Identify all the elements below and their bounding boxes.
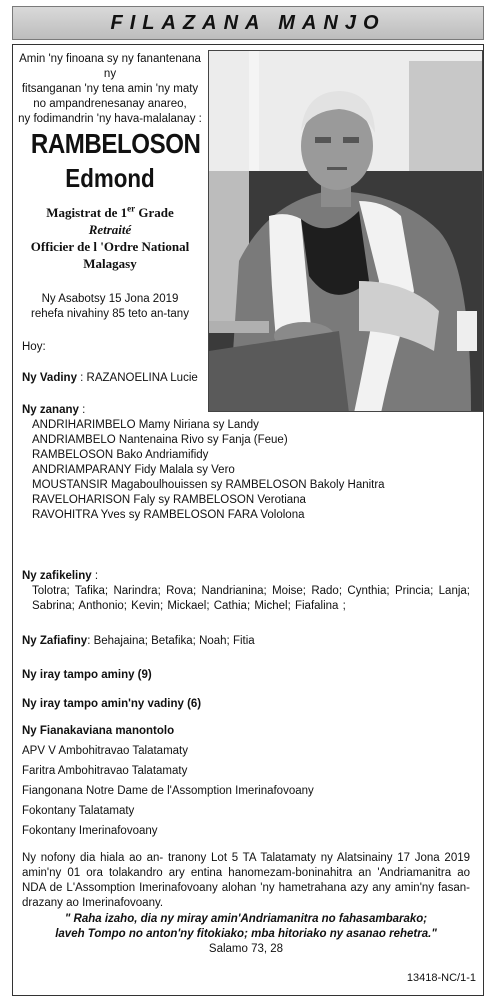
grandchildren-section: Ny zafikeliny : Tolotra; Tafika; Narindra; Rova; Nandrianina; Moise; Rado; Cynthia; Princia; Lanja; Sabrina; Anthonio; Kevin; Mickael; Cathia; Michel; Fiafalina ;	[22, 570, 470, 612]
institutions-label: Ny Fianakaviana manontolo	[22, 725, 175, 737]
deceased-titles	[18, 204, 202, 272]
portrait-image	[209, 51, 483, 412]
widow-value: : RAZANOELINA Lucie	[76, 372, 198, 384]
intro-line: ny fodimandrin 'ny hava-malalanay :	[18, 113, 202, 125]
title-malagasy: Malagasy	[83, 256, 137, 271]
reference-code: 13418-NC/1-1	[406, 972, 476, 984]
title-magistrat: Magistrat de 1er Grade	[46, 203, 174, 220]
grandchildren-list: Tolotra; Tafika; Narindra; Rova; Nandrianina; Moise; Rado; Cynthia; Princia; Lanja; Sabrina; Anthonio; Kevin; Mickael; Cathia; Michel; Fiafalina ;	[32, 585, 470, 612]
child-item: RAVOHITRA Yves sy RAMBELOSON FARA Vololona	[32, 509, 305, 521]
children-label: Ny zanany	[22, 404, 79, 416]
bible-quote	[22, 912, 470, 957]
institution-item: Fokontany Imerinafovoany	[22, 825, 158, 837]
institutions-section	[22, 724, 314, 844]
death-age: rehefa nivahiny 85 teto an-tany	[31, 308, 189, 320]
child-item: ANDRIHARIMBELO Mamy Niriana sy Landy	[32, 419, 259, 431]
death-info	[18, 292, 202, 322]
widow-line	[22, 371, 198, 386]
children-section: Ny zanany : ANDRIHARIMBELO Mamy Niriana sy Landy ANDRIAMBELO Nantenaina Rivo sy Fanja (Feue) RAMBELOSON Bako Andriamifidy ANDRIAMPARANY Fidy Malala sy Vero MOUSTANSIR Magaboulhouissen sy RAMBELOSON Bakoly Hanitra RAVELOHARISON Faly sy RAMBELOSON Verotiana RAVOHITRA Yves sy RAMBELOSON FARA Vololona	[22, 404, 385, 521]
intro-line: no ampandrenesanay anareo,	[33, 98, 187, 110]
child-item: RAMBELOSON Bako Andriamifidy	[32, 449, 209, 461]
institution-item: Faritra Ambohitravao Talatamaty	[22, 765, 188, 777]
institution-item: Fiangonana Notre Dame de l'Assomption Imerinafovoany	[22, 785, 314, 797]
death-date: Ny Asabotsy 15 Jona 2019	[41, 293, 179, 305]
grandchildren-label: Ny zafikeliny	[22, 570, 92, 582]
hoy-label: Hoy:	[22, 341, 46, 353]
header-banner	[12, 6, 484, 40]
great-grandchildren-value: : Behajaina; Betafika; Noah; Fitia	[87, 635, 255, 647]
institution-item: APV V Ambohitravao Talatamaty	[22, 745, 188, 757]
title-retraite: Retraité	[88, 222, 132, 237]
great-grandchildren-label: Ny Zafiafiny	[22, 635, 88, 647]
intro-text	[18, 52, 202, 127]
great-grandchildren-line	[22, 634, 255, 649]
banner-title: FILAZANA MANJO	[110, 11, 386, 34]
intro-line: Amin 'ny finoana sy ny fanantenana ny	[19, 53, 201, 80]
child-item: ANDRIAMBELO Nantenaina Rivo sy Fanja (Feue)	[32, 434, 288, 446]
deceased-last-name: RAMBELOSON	[30, 128, 201, 159]
quote-line: laveh Tompo no anton'ny fitokiako; mba hitoriako ny asanao rehetra."	[55, 928, 437, 940]
funeral-text: Ny nofony dia hiala ao an- tranony Lot 5 TA Talatamaty ny Alatsinainy 17 Jona 2019 amin'ny 01 ora tolakandro ary entina hanomezam-boninahitra an 'Andriamanitra ao NDA de L'Assomption Imerinafovoany alohan 'ny hametrahana azy any amin'ny fasan- drazany ao Imerinafovoany.	[22, 852, 470, 909]
portrait-photo	[208, 50, 483, 412]
widow-label: Ny Vadiny	[22, 372, 77, 384]
child-item: MOUSTANSIR Magaboulhouissen sy RAMBELOSON Bakoly Hanitra	[32, 479, 385, 491]
in-law-siblings-line: Ny iray tampo amin'ny vadiny (6)	[22, 698, 202, 710]
child-item: RAVELOHARISON Faly sy RAMBELOSON Verotiana	[32, 494, 306, 506]
quote-source: Salamo 73, 28	[208, 943, 284, 955]
title-officier: Officier de l 'Ordre National	[30, 239, 190, 254]
deceased-first-name: Edmond	[65, 163, 155, 193]
siblings-line: Ny iray tampo aminy (9)	[22, 669, 152, 681]
quote-line: " Raha izaho, dia ny miray amin'Andriamanitra no fahasambarako;	[64, 913, 428, 925]
intro-line: fitsanganan 'ny tena amin 'ny maty	[21, 83, 199, 95]
institution-item: Fokontany Talatamaty	[22, 805, 135, 817]
child-item: ANDRIAMPARANY Fidy Malala sy Vero	[32, 464, 235, 476]
